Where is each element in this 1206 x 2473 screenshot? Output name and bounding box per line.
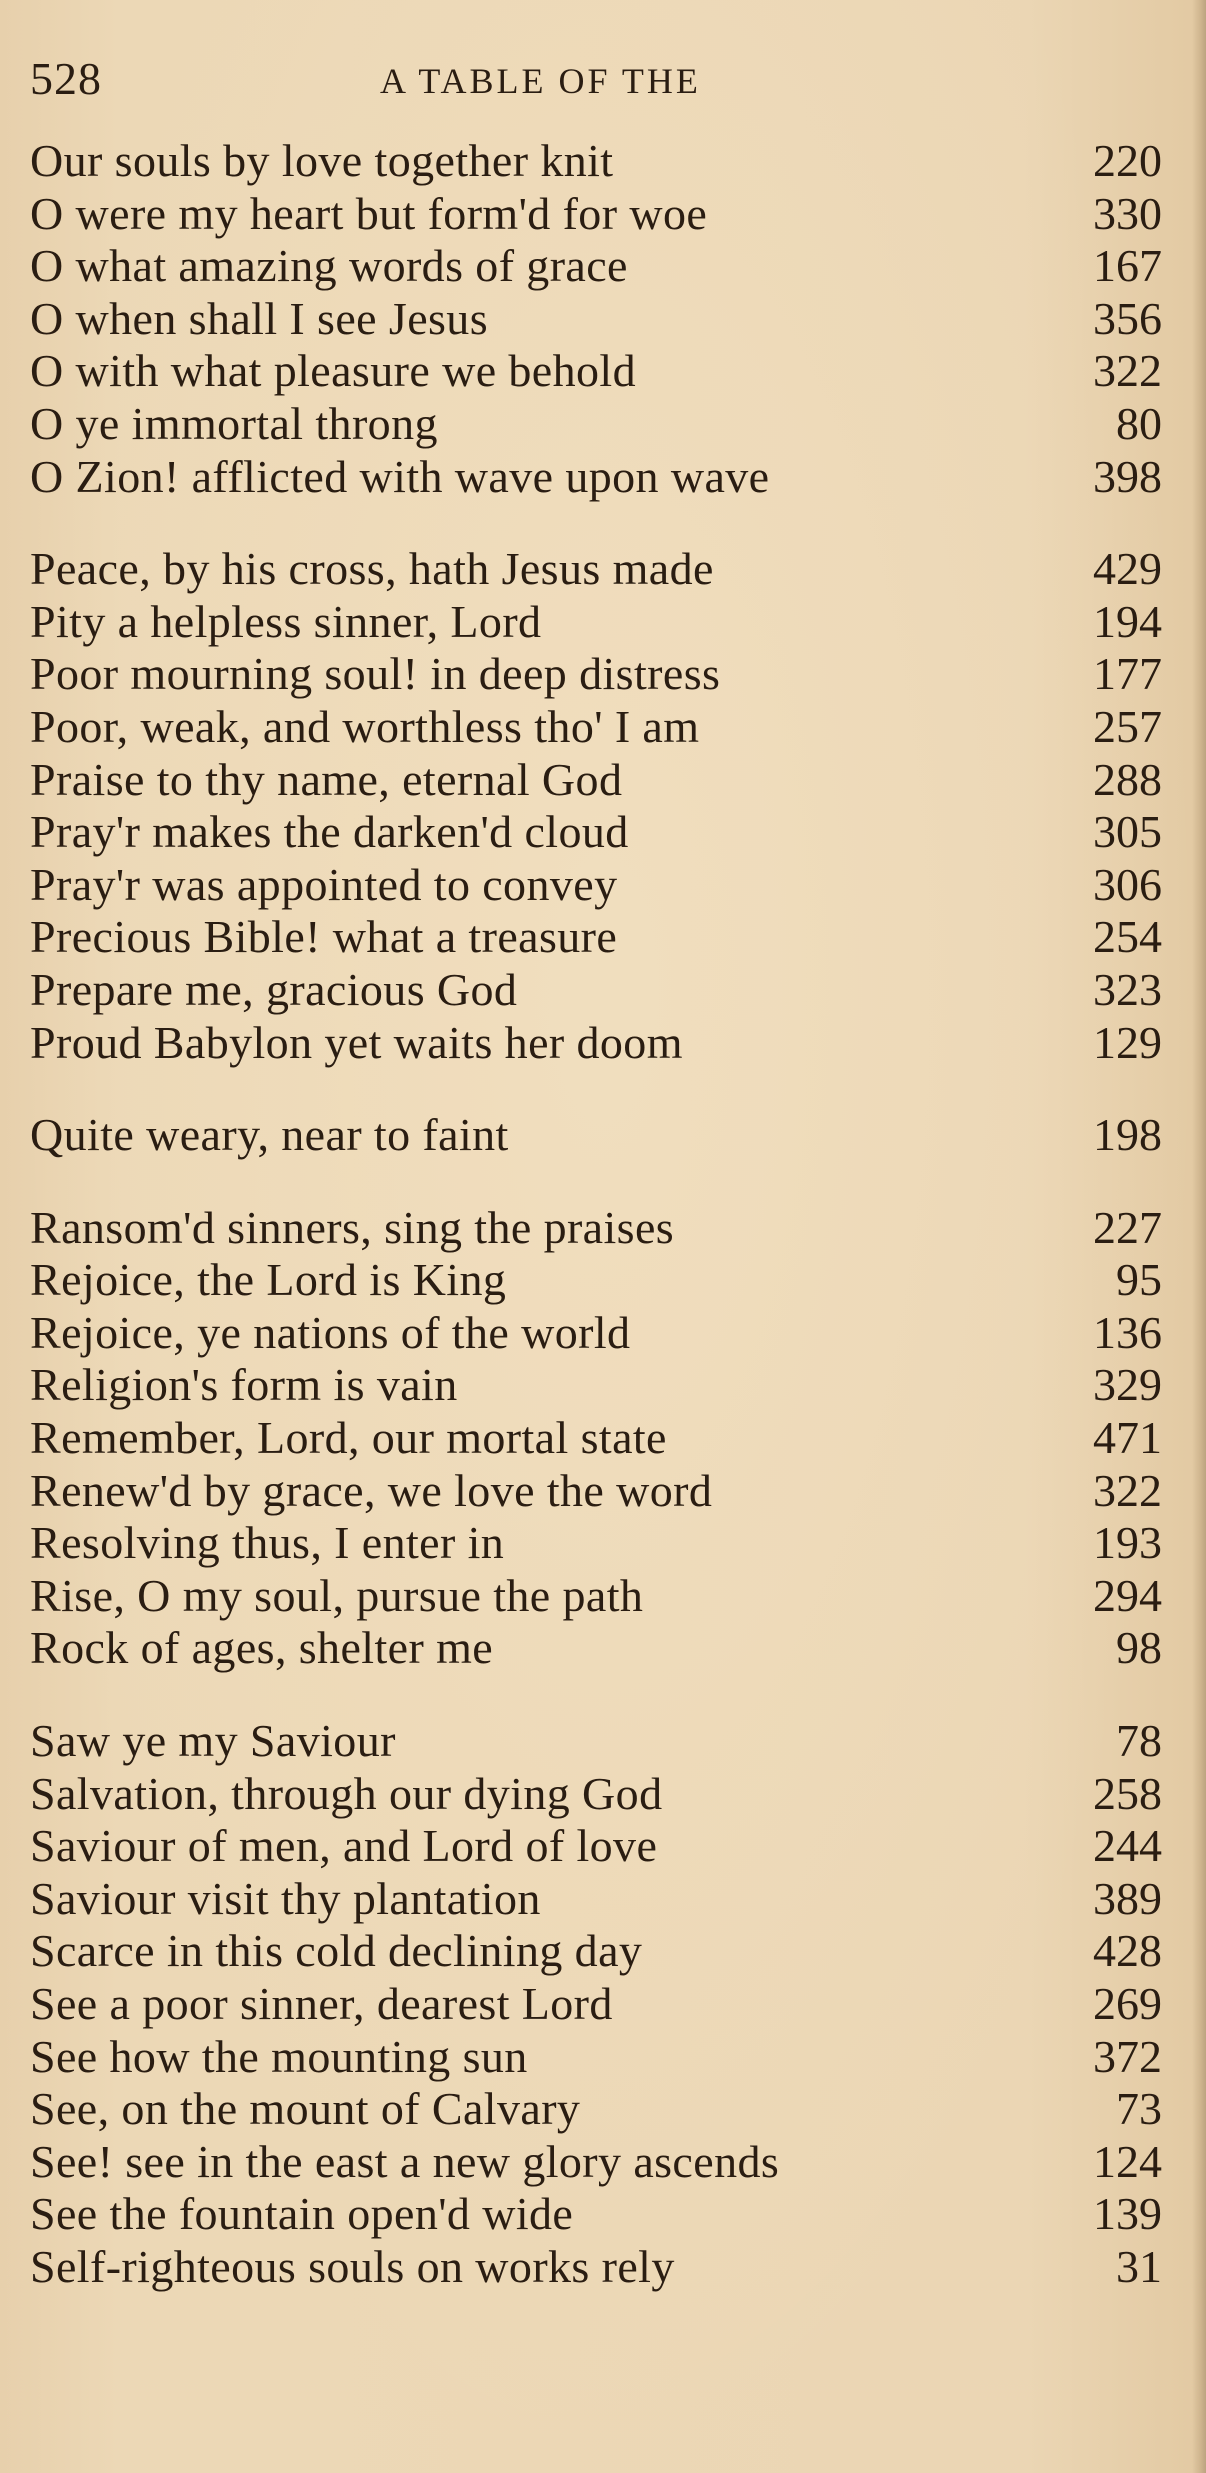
entry-first-line: Rock of ages, shelter me [30, 1622, 494, 1674]
index-group-o [30, 134, 1190, 502]
page-header [30, 52, 1170, 112]
entry-first-line: Renew'd by grace, we love the word [30, 1464, 713, 1516]
entry-first-line: Precious Bible! what a treasure [30, 911, 618, 963]
index-entry [30, 963, 1190, 1016]
entry-number: 322 [1093, 345, 1162, 397]
entry-first-line: See, on the mount of Calvary [30, 2083, 581, 2135]
page-number: 528 [30, 53, 102, 104]
entry-number: 471 [1093, 1412, 1162, 1464]
index-entry [30, 1516, 1190, 1569]
index-entry [30, 187, 1190, 240]
index-entry [30, 1977, 1190, 2030]
index-entry [30, 910, 1190, 963]
entry-number: 356 [1093, 292, 1162, 344]
entry-first-line: Praise to thy name, eternal God [30, 753, 623, 805]
entry-number: 194 [1093, 595, 1162, 647]
entry-number: 288 [1093, 753, 1162, 805]
index-entry [30, 1714, 1190, 1767]
entry-number: 329 [1093, 1359, 1162, 1411]
index-entry [30, 595, 1190, 648]
entry-number: 254 [1093, 911, 1162, 963]
entry-first-line: See the fountain open'd wide [30, 2188, 574, 2240]
entry-number: 428 [1093, 1925, 1162, 1977]
index-group-r [30, 1201, 1190, 1674]
index-entry [30, 450, 1190, 503]
entry-first-line: Quite weary, near to faint [30, 1109, 509, 1161]
index-entry [30, 753, 1190, 806]
entry-first-line: Saw ye my Saviour [30, 1715, 396, 1767]
index-entry [30, 1253, 1190, 1306]
index-entry [30, 292, 1190, 345]
entry-number: 330 [1093, 187, 1162, 239]
entry-number: 258 [1093, 1767, 1162, 1819]
entry-first-line: Poor mourning soul! in deep distress [30, 648, 721, 700]
entry-number: 80 [1116, 397, 1162, 449]
entry-number: 193 [1093, 1517, 1162, 1569]
index-entry [30, 2135, 1190, 2188]
entry-first-line: Rise, O my soul, pursue the path [30, 1569, 644, 1621]
entry-first-line: Salvation, through our dying God [30, 1767, 663, 1819]
entry-first-line: O what amazing words of grace [30, 240, 628, 292]
entry-number: 129 [1093, 1016, 1162, 1068]
index-group-q [30, 1108, 1190, 1161]
entry-number: 294 [1093, 1569, 1162, 1621]
entry-first-line: Scarce in this cold declining day [30, 1925, 643, 1977]
index-entry [30, 700, 1190, 753]
entry-number: 220 [1093, 135, 1162, 186]
index-entry [30, 1569, 1190, 1622]
index-group-p [30, 542, 1190, 1068]
entry-number: 306 [1093, 858, 1162, 910]
index-entry [30, 1108, 1190, 1161]
entry-first-line: O with what pleasure we behold [30, 345, 637, 397]
entry-first-line: Pray'r was appointed to convey [30, 858, 618, 910]
entry-number: 269 [1093, 1978, 1162, 2029]
index-entry [30, 344, 1190, 397]
index-entry [30, 858, 1190, 911]
entry-number: 244 [1093, 1820, 1162, 1872]
index-entry [30, 2082, 1190, 2135]
entry-first-line: Self-righteous souls on works rely [30, 2240, 675, 2292]
entry-first-line: Religion's form is vain [30, 1359, 458, 1411]
entry-number: 323 [1093, 963, 1162, 1015]
index-entry [30, 1306, 1190, 1359]
entry-first-line: Rejoice, ye nations of the world [30, 1306, 631, 1358]
entry-number: 177 [1093, 648, 1162, 700]
entry-first-line: See! see in the east a new glory ascends [30, 2135, 780, 2187]
index-entry [30, 397, 1190, 450]
index-entry [30, 1411, 1190, 1464]
index-entry [30, 1819, 1190, 1872]
entry-number: 139 [1093, 2188, 1162, 2240]
index-entry [30, 239, 1190, 292]
entry-number: 322 [1093, 1464, 1162, 1516]
entry-number: 31 [1116, 2240, 1162, 2292]
index-entry [30, 1924, 1190, 1977]
entry-first-line: O ye immortal throng [30, 397, 438, 449]
index-group-s [30, 1714, 1190, 2293]
index-entry [30, 1358, 1190, 1411]
entry-first-line: Proud Babylon yet waits her doom [30, 1016, 683, 1068]
entry-number: 167 [1093, 240, 1162, 292]
index-entry [30, 2187, 1190, 2240]
entry-first-line: Peace, by his cross, hath Jesus made [30, 543, 714, 595]
entry-number: 73 [1116, 2083, 1162, 2135]
entry-number: 136 [1093, 1306, 1162, 1358]
entry-first-line: Poor, weak, and worthless tho' I am [30, 700, 700, 752]
entry-number: 124 [1093, 2135, 1162, 2187]
entry-number: 95 [1116, 1254, 1162, 1306]
entry-number: 305 [1093, 806, 1162, 858]
entry-first-line: Prepare me, gracious God [30, 963, 518, 1015]
entry-first-line: Pity a helpless sinner, Lord [30, 595, 542, 647]
entry-first-line: See how the mounting sun [30, 2030, 528, 2082]
entry-first-line: Saviour visit thy plantation [30, 1872, 541, 1924]
running-head: A TABLE OF THE [380, 61, 701, 101]
entry-first-line: O were my heart but form'd for woe [30, 187, 708, 239]
entry-first-line: O when shall I see Jesus [30, 292, 489, 344]
index-entry [30, 1464, 1190, 1517]
entry-first-line: Pray'r makes the darken'd cloud [30, 806, 629, 858]
page-edge-shadow [1192, 0, 1206, 2473]
entry-first-line: Our souls by love together knit [30, 135, 614, 186]
entry-number: 198 [1093, 1109, 1162, 1161]
index-entry [30, 1201, 1190, 1254]
entry-number: 78 [1116, 1715, 1162, 1767]
index-entry [30, 1621, 1190, 1674]
entry-number: 98 [1116, 1622, 1162, 1674]
entry-first-line: Saviour of men, and Lord of love [30, 1820, 658, 1872]
index-entry [30, 2030, 1190, 2083]
entry-first-line: Remember, Lord, our mortal state [30, 1412, 667, 1464]
index-entry [30, 1767, 1190, 1820]
entry-number: 389 [1093, 1872, 1162, 1924]
entry-first-line: O Zion! afflicted with wave upon wave [30, 450, 770, 502]
entry-first-line: Ransom'd sinners, sing the praises [30, 1201, 675, 1253]
entry-number: 398 [1093, 450, 1162, 502]
entry-number: 227 [1093, 1201, 1162, 1253]
index-entry [30, 647, 1190, 700]
entry-number: 372 [1093, 2030, 1162, 2082]
entry-first-line: See a poor sinner, dearest Lord [30, 1978, 613, 2029]
index-entry [30, 1016, 1190, 1069]
entry-first-line: Rejoice, the Lord is King [30, 1254, 507, 1306]
index-entry [30, 2240, 1190, 2293]
index-entry [30, 805, 1190, 858]
entry-first-line: Resolving thus, I enter in [30, 1517, 505, 1569]
hymn-index [30, 134, 1190, 2293]
index-entry [30, 134, 1190, 187]
entry-number: 257 [1093, 700, 1162, 752]
index-entry [30, 1872, 1190, 1925]
index-entry [30, 542, 1190, 595]
entry-number: 429 [1093, 543, 1162, 595]
